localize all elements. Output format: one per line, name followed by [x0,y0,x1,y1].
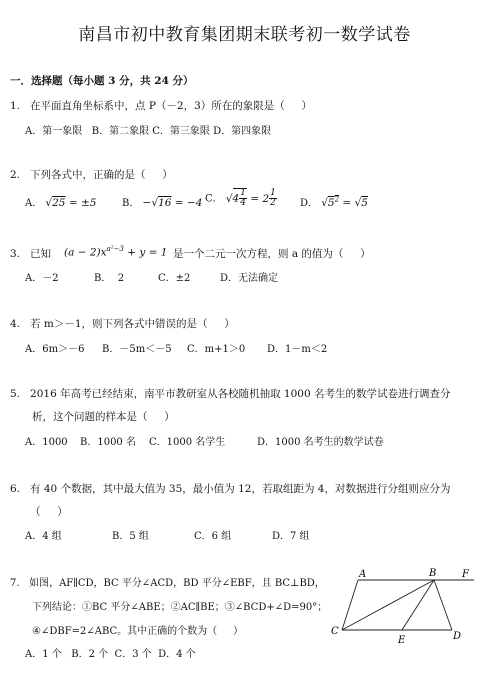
question-6-stem: 6. 有 40 个数据，其中最大值为 35，最小值为 12，若取组距为 4，对数据进行分组则应分为 [10,483,451,495]
question-3-option-d: D．无法确定 [220,273,279,284]
question-6-option-b: B．5 组 [112,531,149,542]
question-5-stem-cont: 析，这个问题的样本是（ ） [32,411,175,423]
question-7-stem-cont-2: ④∠DBF=2∠ABC。其中正确的个数为（ ） [32,626,244,637]
question-3-equation: $(a - 2)x^{a^2-3} + y = 1$ [64,245,168,259]
label-b: B [429,568,437,579]
option-a-expr: √25 = ±5 [45,197,97,209]
question-3-option-c: C．±2 [158,273,191,284]
question-2-option-b [122,194,202,209]
segment-bd [434,580,452,630]
question-5-stem: 5. 2016 年高考已经结束，南平市教研室从各校随机抽取 1000 名考生的数学试卷进行调查分 [10,388,451,400]
option-label: A． [25,198,43,209]
option-b-expr: −√16 = −4 [142,197,203,209]
question-5-option-a: A．1000 [25,437,68,448]
option-c-expr: √4 $\frac{1}{4}$ = 2 $\frac{1}{2}$ [225,188,276,208]
question-2-stem: 2. 下列各式中，正确的是（ ） [10,169,173,181]
page-title: 南昌市初中教育集团期末联考初一数学试卷 [78,25,411,45]
label-a: A [359,569,367,580]
label-c: C [331,626,339,637]
label-d: D [453,631,462,642]
question-6-option-d: D．7 组 [272,531,310,542]
question-4-stem: 4. 若 m＞－1，则下列各式中错误的是（ ） [10,318,235,330]
question-1-options: A．第一象限 B．第二象限 C．第三象限 D．第四象限 [25,126,272,137]
figure-lines [342,580,474,630]
question-3-stem-post: 是一个二元一次方程，则 a 的值为（ ） [173,248,371,260]
option-label: C． [205,193,223,205]
option-label: B． [122,198,140,209]
question-6-option-c: C．6 组 [194,531,232,542]
question-5-option-b: B．1000 名 [80,437,136,448]
question-2-option-a [25,194,96,209]
question-4-option-d: D．1－m＜2 [267,344,328,355]
question-5-option-d: D．1000 名考生的数学试卷 [257,437,384,448]
option-label: D． [300,198,319,209]
question-4-option-a: A．6m＞－6 [25,344,85,355]
segment-be [402,580,434,630]
question-3-stem-pre: 3. 已知 [10,248,52,260]
option-d-expr: $√5^2 = √5$ [321,195,368,209]
question-2-option-d [300,194,368,209]
label-e: E [398,635,406,646]
question-7-stem-cont-1: 下列结论：①BC 平分∠ABE；②AC∥BE；③∠BCD+∠D=90°； [32,602,328,613]
question-7-stem: 7. 如图，AF∥CD，BC 平分∠ACD，BD 平分∠EBF，且 BC⊥BD， [10,578,325,589]
section-heading: 一．选择题（每小题 3 分，共 24 分） [10,75,194,87]
question-6-stem-cont: （ ） [30,506,68,518]
question-7-options: A．1 个 B．2 个 C．3 个 D．4 个 [25,649,196,660]
geometry-figure [328,566,478,651]
question-4-option-b: B．－5m＜－5 [102,344,172,355]
question-1-stem: 1. 在平面直角坐标系中，点 P（－2，3）所在的象限是（ ） [10,100,312,112]
question-3-option-a: A．－2 [25,273,59,284]
question-2-option-c [205,188,277,208]
question-6-option-a: A．4 组 [25,531,62,542]
question-4-option-c: C．m+1＞0 [187,344,246,355]
question-3-option-b: B． 2 [94,273,125,284]
question-5-option-c: C．1000 名学生 [149,437,226,448]
label-f: F [462,569,469,580]
